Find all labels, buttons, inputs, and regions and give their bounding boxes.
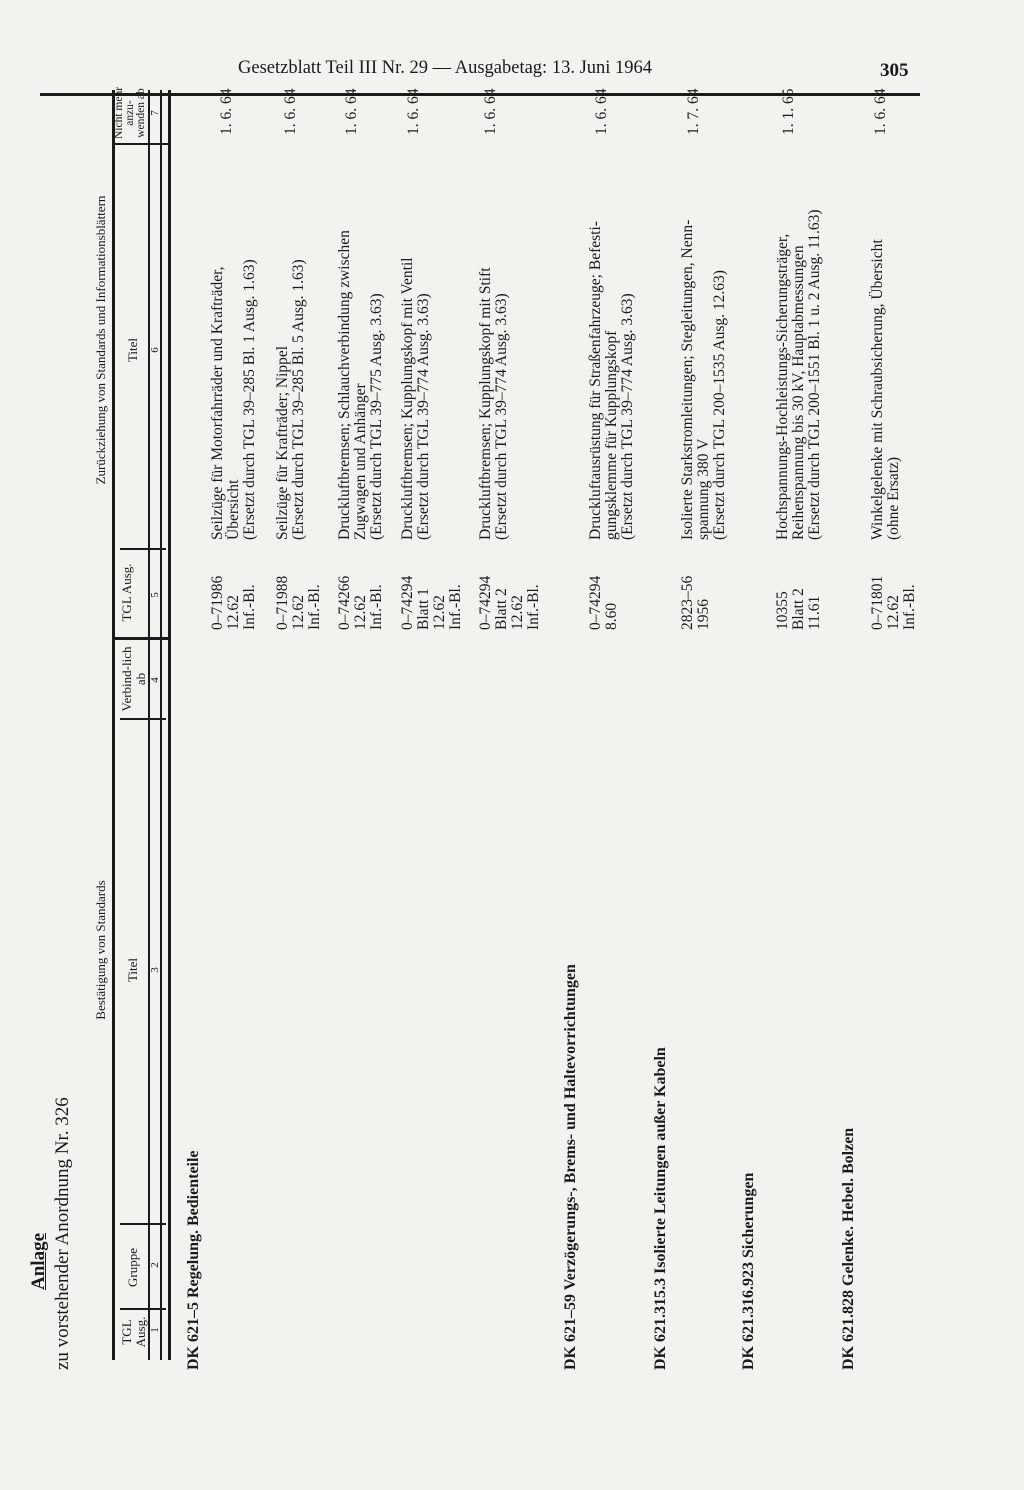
tgl-sheet: Blatt 1 [415,588,432,630]
table-row [680,576,712,630]
title-line: (Ersetzt durch TGL 39–775 Ausg. 3.63) [368,293,385,540]
title-line: Seilzüge für Krafträder; Nippel [274,345,291,540]
row-title [588,221,636,540]
withdrawal-date: 1. 6. 64 [872,88,889,135]
tgl-kind: Inf.-Bl. [525,584,542,630]
col-sep-main [112,637,168,640]
withdrawal-date: 1. 7. 64 [685,88,702,135]
section-heading: DK 621.315.3 Isolierte Leitungen außer Kabeln [652,1047,669,1370]
tgl-number: 0–74294 [587,575,604,630]
tgl-kind: Inf.-Bl. [901,584,918,630]
tgl-issue: 12.62 [225,595,242,630]
tgl-number: 0–71986 [209,575,226,630]
col-label-6: Titel [125,337,140,363]
title-line: (Ersetzt durch TGL 200–1551 Bl. 1 u. 2 Ausg. 11.63) [806,209,823,540]
row-title [870,239,902,540]
section-heading: DK 621–59 Verzögerungs-, Brems- und Haltevorrichtungen [562,964,579,1370]
withdrawal-date: 1. 6. 64 [343,88,360,135]
table-row [588,576,620,630]
title-line: Druckluftbremsen; Kupplungskopf mit Stift [477,267,494,540]
tgl-issue: 12.62 [290,595,307,630]
tgl-kind: Inf.-Bl. [306,584,323,630]
tgl-kind: Inf.-Bl. [447,584,464,630]
tgl-number: 2823–56 [679,575,696,630]
title-line: (Ersetzt durch TGL 39–285 Bl. 5 Ausg. 1.63) [290,259,307,540]
row-title [680,220,728,540]
table-head-rule-2 [160,90,162,1360]
col-num-4: 4 [149,677,161,683]
annex-subtitle: zu vorstehender Anordnung Nr. 326 [52,1097,73,1370]
tgl-issue: 1956 [695,599,712,630]
table-row [478,576,542,630]
title-line: spannung 380 V [695,438,712,540]
tgl-issue: 12.62 [885,595,902,630]
rotated-annex-table [0,80,918,1400]
title-line: (Ersetzt durch TGL 39–774 Ausg. 3.63) [493,293,510,540]
table-row [275,576,323,630]
tgl-kind: Inf.-Bl. [241,584,258,630]
title-line: Isolierte Starkstromleitungen; Stegleitungen, Nenn- [679,219,696,540]
tgl-issue: 12.62 [509,595,526,630]
col-sep-3 [120,719,166,721]
title-line: Winkelgelenke mit Schraubsicherung, Übersicht [869,239,886,540]
tgl-issue: 12.62 [352,595,369,630]
table-row [775,588,823,630]
section-heading: DK 621.316.923 Sicherungen [740,1172,757,1370]
title-line: Druckluftbremsen; Schlauchverbindung zwischen [336,230,353,540]
col-label-5: TGL Ausg. [119,563,134,622]
title-line: (Ersetzt durch TGL 39–774 Ausg. 3.63) [415,293,432,540]
title-line: Hochspannungs-Hochleistungs-Sicherungsträger, [774,233,791,540]
col-num-3: 3 [149,967,161,973]
row-title [210,259,258,540]
tgl-sheet: Blatt 2 [493,588,510,630]
col-num-5: 5 [149,592,161,598]
table-row [870,576,918,630]
withdrawal-date: 1. 6. 64 [405,88,422,135]
title-line: Druckluftausrüstung für Straßenfahrzeuge; Befesti- [587,221,604,540]
section-heading: DK 621–5 Regelung. Bedienteile [185,1150,202,1370]
row-title [775,210,823,541]
withdrawal-date: 1. 6. 64 [482,88,499,135]
col-sep-2 [120,1224,166,1226]
section-heading: DK 621.828 Gelenke. Hebel. Bolzen [840,1127,857,1370]
col-num-7: 7 [149,110,161,116]
title-line: gungsklemme für Kupplungskopf [603,330,620,540]
title-line: Übersicht [225,479,242,540]
table-head-rule-1 [148,90,150,1360]
page-number: 305 [880,60,909,81]
col-sep-1 [120,1309,166,1311]
table-row [337,576,385,630]
title-line: (Ersetzt durch TGL 39–285 Bl. 1 Ausg. 1.63) [241,259,258,540]
group-header-withdrawal: Zurückziehung von Standards und Informationsblättern [93,195,108,485]
row-title [275,259,307,540]
title-line: Druckluftbremsen; Kupplungskopf mit Ventil [399,257,416,540]
col-num-1: 1 [149,1327,161,1333]
withdrawal-date: 1. 6. 64 [282,88,299,135]
tgl-issue: 11.61 [806,595,823,630]
tgl-issue: 8.60 [603,602,620,630]
table-row [400,576,464,630]
row-title [337,230,385,540]
title-line: (Ersetzt durch TGL 200–1535 Ausg. 12.63) [711,270,728,540]
col-sep-4 [120,549,166,551]
page-header: Gesetzblatt Teil III Nr. 29 — Ausgabetag: 13. Juni 1964 [238,58,653,78]
tgl-number: 0–74294 [477,575,494,630]
tgl-number: 0–74266 [336,575,353,630]
tgl-kind: Inf.-Bl. [368,584,385,630]
tgl-number: 0–74294 [399,575,416,630]
title-line: Zugwagen und Anhänger [352,383,369,540]
tgl-sheet: Blatt 2 [790,588,807,630]
row-title [400,257,432,540]
col-label-3: Titel [125,957,140,983]
withdrawal-date: 1. 6. 64 [218,88,235,135]
tgl-issue: 12.62 [431,595,448,630]
col-label-1: TGL Ausg. [119,1316,148,1348]
table-head-bottom-rule [168,90,171,1360]
col-label-7: Nicht mehr anzu-wenden ab [113,86,147,140]
col-num-2: 2 [149,1262,161,1268]
table-row [210,576,258,630]
tgl-number: 0–71801 [869,575,886,630]
col-label-4: Verbind-lich ab [119,646,148,712]
tgl-number: 0–71988 [274,575,291,630]
col-label-2: Gruppe [125,1248,140,1287]
title-line: Seilzüge für Motorfahrräder und Krafträder, [209,266,226,540]
table-top-rule [112,90,115,1360]
col-sep-5 [112,144,168,146]
row-title [478,267,510,540]
title-line: (Ersetzt durch TGL 39–774 Ausg. 3.63) [619,293,636,540]
withdrawal-date: 1. 6. 64 [593,88,610,135]
annex-title: Anlage [28,1233,49,1290]
col-num-6: 6 [149,347,161,353]
title-line: Reihenspannung bis 30 kV, Hauptabmessungen [790,245,807,540]
title-line: (ohne Ersatz) [885,456,902,540]
group-header-confirmation: Bestätigung von Standards [93,880,108,1020]
tgl-number: 10355 [774,591,791,630]
withdrawal-date: 1. 1. 65 [780,88,797,135]
